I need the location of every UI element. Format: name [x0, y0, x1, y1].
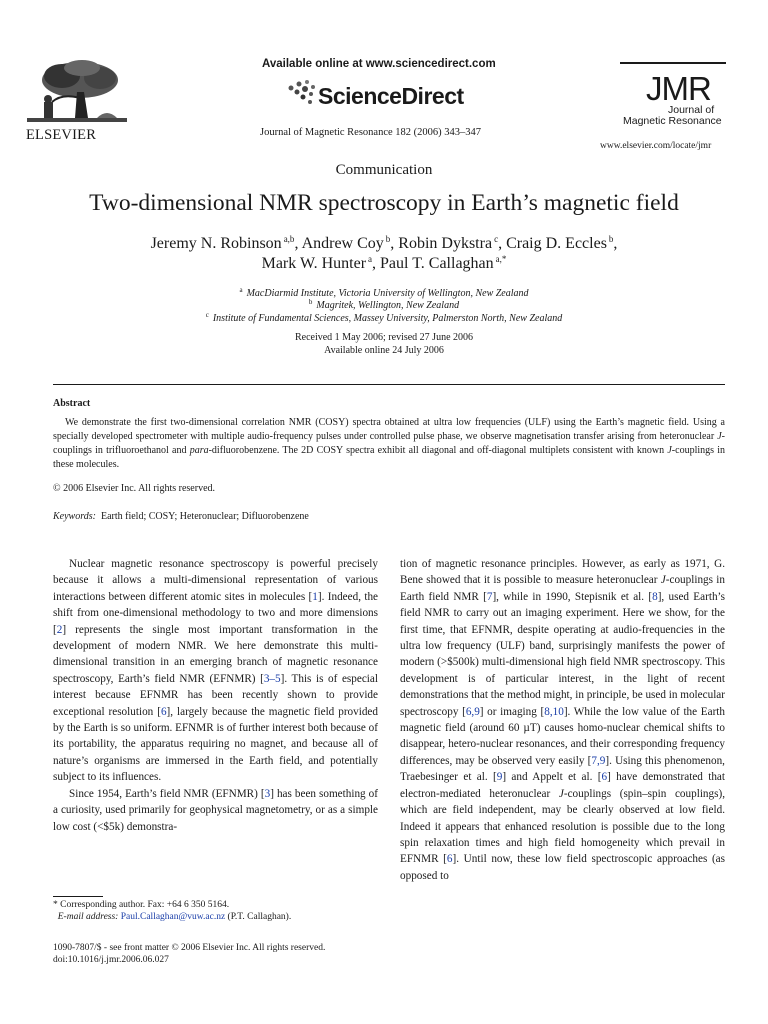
divider [53, 384, 725, 385]
corresponding-author-footnote: * Corresponding author. Fax: +64 6 350 5164. [53, 900, 230, 910]
citation-link[interactable]: 6,9 [465, 705, 480, 718]
author-affiliation-mark: c [494, 234, 499, 244]
body-column-right [400, 556, 725, 884]
author-affiliation-mark: b [608, 234, 614, 244]
keywords: Keywords: Earth field; COSY; Heteronuclear; Difluorobenzene [53, 511, 309, 522]
author-affiliation-mark: a,b [283, 234, 295, 244]
citation-link[interactable]: 2 [56, 623, 63, 636]
citation-link[interactable]: 1 [312, 590, 318, 603]
author-affiliation-mark: a,* [495, 254, 507, 264]
author-name: Andrew Coy [301, 235, 384, 252]
body-paragraph: tion of magnetic resonance principles. However, as early as 1971, G. Bene showed that it is possible to measure heteronuclear J-couplings in Earth field NMR [7], while in 1990, Stepisnik et al. [8], used Earth’s field NMR to carry out an imaging experiment. Here we show, for the first time, that EFNMR, despite operating at audio-frequencies in the ultra low frequency (ULF) band, surprisingly manifests the power of modern (>$500k) multi-dimensional high field NMR spectroscopy. This development is of particular interest, in the light of recent demonstrations that the method might, in principle, be used in molecular spectroscopy [6,9] or imaging [8,10]. While the low value of the Earth magnetic field (around 60 µT) causes homo-nuclear chemical shifts to disappear, hetero-nuclear resonances, and their corresponding frequency differences, may be observed very easily [7,9]. Using this phenomenon, Traebesinger et al. [9] and Appelt et al. [6] have demonstrated that electron-mediated heteronuclear J-couplings (spin–spin couplings), which are field independent, may be clearly observed at low field. Indeed it appears that enhanced resolution is possible due to the long spin relaxation times and high field homogeneity which prevail in EFNMR [6]. Until now, these low field spectroscopic approaches (as opposed to [400, 558, 726, 882]
sciencedirect-availability: Available online at www.sciencedirect.com [262, 58, 496, 70]
jmr-logo: JMR [646, 70, 711, 107]
author-affiliation-mark: b [385, 234, 391, 244]
received-dates: Received 1 May 2006; revised 27 June 2006 [294, 332, 474, 343]
abstract-copyright: © 2006 Elsevier Inc. All rights reserved. [53, 483, 216, 494]
citation-link[interactable]: 7,9 [591, 754, 606, 767]
author-list-line-2: Mark W. Hunter $^a$, Paul T. Callaghan $^{a,*}$ [261, 254, 507, 272]
citation-link[interactable]: 7 [486, 590, 493, 603]
email-footnote: E-mail address: Paul.Callaghan@vuw.ac.nz (P.T. Callaghan). [57, 912, 292, 922]
author-name: Jeremy N. Robinson [150, 235, 282, 252]
author-name: Paul T. Callaghan [380, 255, 494, 272]
author-list-line-1: Jeremy N. Robinson $^{a,b}$, Andrew Coy $^b$, Robin Dykstra $^c$, Craig D. Eccles $^b$, [150, 234, 618, 252]
article-type: Communication [335, 162, 433, 178]
body-paragraph: Nuclear magnetic resonance spectroscopy is powerful precisely because it allows a multi-dimensional representation of various interactions between different atomic sites in molecules [1]. Indeed, the shift from one-dimensional methodology to two and more dimensions [2] represents the single most important transformation in the development of modern NMR. We here demonstrate this multi-dimensional transition in an emerging branch of magnetic resonance spectroscopy, Earth’s field NMR (EFNMR) [3–5]. This is of especial interest because EFNMR has been recently shown to provide exceptional resolution [6], largely because the magnetic field provided by the Earth is so uniform. EFNMR is of further interest both because of its portability, the apparatus requiring no magnet, and because all of nature’s organisms are immersed in the Earth field, and potentially subject to its influences. [53, 558, 378, 784]
affiliation-b: $^b$ Magritek, Wellington, New Zealand [308, 298, 460, 311]
jmr-logo-subtitle-1: Journal of [668, 104, 715, 116]
issn-line: 1090-7807/$ - see front matter © 2006 Elsevier Inc. All rights reserved. [53, 943, 326, 953]
jmr-logo-rule [620, 62, 726, 64]
citation-link[interactable]: 6 [160, 705, 167, 718]
citation-link[interactable]: 8,10 [544, 705, 564, 718]
citation-link[interactable]: 8 [652, 590, 658, 603]
email-link[interactable]: Paul.Callaghan@vuw.ac.nz [120, 912, 226, 922]
jmr-logo-subtitle-2: Magnetic Resonance [623, 115, 722, 127]
publisher-name: ELSEVIER [26, 127, 97, 143]
author-name: Mark W. Hunter [261, 255, 367, 272]
citation-link[interactable]: 9 [496, 771, 503, 784]
available-online-date: Available online 24 July 2006 [324, 345, 444, 356]
citation-link[interactable]: 3–5 [263, 672, 281, 685]
article-title: Two-dimensional NMR spectroscopy in Earth’s magnetic field [89, 190, 679, 216]
journal-url-link[interactable]: www.elsevier.com/locate/jmr [600, 141, 712, 151]
affiliation-a: $^a$ MacDiarmid Institute, Victoria University of Wellington, New Zealand [239, 286, 529, 299]
citation-link[interactable]: 6 [601, 771, 608, 784]
footnote-rule [53, 896, 103, 897]
body-paragraph: Since 1954, Earth’s field NMR (EFNMR) [3] has been something of a curiosity, used primarily for geophysical magnetometry, or as a simple low cost (<$5k) demonstra- [53, 787, 378, 833]
citation-link[interactable]: 6 [446, 853, 453, 866]
affiliation-c: $^c$ Institute of Fundamental Sciences, Massey University, Palmerston North, New Zealand [205, 311, 563, 324]
author-affiliation-mark: a [368, 254, 373, 264]
abstract-heading: Abstract [53, 398, 91, 409]
author-name: Craig D. Eccles [506, 235, 607, 252]
citation-link[interactable]: 3 [264, 787, 271, 800]
abstract-text: We demonstrate the first two-dimensional correlation NMR (COSY) spectra obtained at ultra low frequencies (ULF) using the Earth’s magnetic field. Using a specially developed spectrometer with multiple audio-frequency pulses under controlled pulse phase, we observe magnetisation transfer arising from heteronuclear J-couplings in trifluoroethanol and para-difluorobenzene. The 2D COSY spectra exhibit all diagonal and off-diagonal multiplets consistent with known J-couplings in these molecules. [53, 417, 725, 471]
author-name: Robin Dykstra [398, 235, 493, 252]
journal-citation: Journal of Magnetic Resonance 182 (2006) 343–347 [260, 127, 482, 138]
body-column-left [53, 556, 378, 835]
doi-line[interactable]: doi:10.1016/j.jmr.2006.06.027 [53, 955, 169, 965]
sciencedirect-wordmark: ScienceDirect [318, 83, 464, 109]
elsevier-tree-logo [22, 58, 132, 128]
